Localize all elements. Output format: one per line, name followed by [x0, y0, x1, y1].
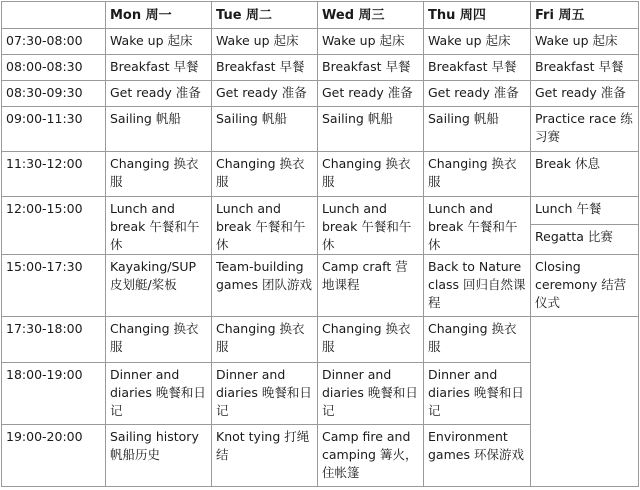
activity-cell: Camp craft 营地课程 — [318, 255, 424, 317]
activity-cell: Sailing history 帆船历史 — [106, 425, 212, 487]
day-header-tue: Tue 周二 — [212, 2, 318, 29]
activity-cell: Lunch and break 午餐和午休 — [424, 197, 531, 255]
time-cell: 08:30-09:30 — [2, 81, 106, 107]
activity-cell: Dinner and diaries 晚餐和日记 — [318, 363, 424, 425]
activity-cell: Dinner and diaries 晚餐和日记 — [212, 363, 318, 425]
activity-cell: Changing 换衣服 — [424, 152, 531, 197]
table-row — [2, 255, 639, 317]
activity-cell: Sailing 帆船 — [424, 107, 531, 152]
time-cell: 08:00-08:30 — [2, 55, 106, 81]
activity-cell: Sailing 帆船 — [106, 107, 212, 152]
activity-cell: Camp fire and camping 篝火，住帐篷 — [318, 425, 424, 487]
activity-cell: Kayaking/SUP 皮划艇/桨板 — [106, 255, 212, 317]
table-row — [2, 152, 639, 197]
day-header-wed: Wed 周三 — [318, 2, 424, 29]
activity-cell-fri-regatta: Regatta 比赛 — [531, 224, 639, 254]
activity-cell: Wake up 起床 — [106, 29, 212, 55]
activity-cell: Closing ceremony 结营仪式 — [531, 255, 639, 317]
activity-cell: Changing 换衣服 — [318, 317, 424, 363]
activity-cell: Back to Nature class 回归自然课程 — [424, 255, 531, 317]
day-header-fri: Fri 周五 — [531, 2, 639, 29]
activity-cell: Sailing 帆船 — [318, 107, 424, 152]
activity-cell: Get ready 准备 — [212, 81, 318, 107]
activity-cell: Dinner and diaries 晚餐和日记 — [424, 363, 531, 425]
table-row — [2, 29, 639, 55]
activity-cell: Changing 换衣服 — [106, 317, 212, 363]
activity-cell: Wake up 起床 — [212, 29, 318, 55]
day-header-mon: Mon 周一 — [106, 2, 212, 29]
day-header-thu: Thu 周四 — [424, 2, 531, 29]
activity-cell: Lunch and break 午餐和午休 — [212, 197, 318, 255]
activity-cell: Get ready 准备 — [531, 81, 639, 107]
activity-cell: Wake up 起床 — [318, 29, 424, 55]
activity-cell: Changing 换衣服 — [318, 152, 424, 197]
activity-cell: Environment games 环保游戏 — [424, 425, 531, 487]
activity-cell: Changing 换衣服 — [424, 317, 531, 363]
time-cell: 07:30-08:00 — [2, 29, 106, 55]
table-row — [2, 197, 639, 225]
activity-cell: Get ready 准备 — [106, 81, 212, 107]
activity-cell: Breakfast 早餐 — [212, 55, 318, 81]
time-cell: 19:00-20:00 — [2, 425, 106, 487]
activity-cell: Breakfast 早餐 — [424, 55, 531, 81]
activity-cell: Changing 换衣服 — [212, 152, 318, 197]
activity-cell: Changing 换衣服 — [212, 317, 318, 363]
activity-cell: Lunch and break 午餐和午休 — [106, 197, 212, 255]
table-row — [2, 317, 639, 363]
camp-schedule-table — [1, 1, 639, 487]
activity-cell: Lunch and break 午餐和午休 — [318, 197, 424, 255]
activity-cell: Sailing 帆船 — [212, 107, 318, 152]
activity-cell: Team-building games 团队游戏 — [212, 255, 318, 317]
time-cell: 12:00-15:00 — [2, 197, 106, 255]
activity-cell: Breakfast 早餐 — [318, 55, 424, 81]
activity-cell: Break 休息 — [531, 152, 639, 197]
activity-cell: Wake up 起床 — [424, 29, 531, 55]
empty-cell — [531, 317, 639, 487]
activity-cell: Get ready 准备 — [318, 81, 424, 107]
table-row — [2, 107, 639, 152]
header-row — [2, 2, 639, 29]
activity-cell: Practice race 练习赛 — [531, 107, 639, 152]
time-cell: 17:30-18:00 — [2, 317, 106, 363]
time-cell: 09:00-11:30 — [2, 107, 106, 152]
corner-cell — [2, 2, 106, 29]
table-row — [2, 81, 639, 107]
activity-cell: Breakfast 早餐 — [106, 55, 212, 81]
time-cell: 18:00-19:00 — [2, 363, 106, 425]
activity-cell: Wake up 起床 — [531, 29, 639, 55]
activity-cell: Get ready 准备 — [424, 81, 531, 107]
time-cell: 11:30-12:00 — [2, 152, 106, 197]
table-row — [2, 55, 639, 81]
activity-cell: Dinner and diaries 晚餐和日记 — [106, 363, 212, 425]
activity-cell: Changing 换衣服 — [106, 152, 212, 197]
activity-cell-fri-lunch: Lunch 午餐 — [531, 197, 639, 225]
time-cell: 15:00-17:30 — [2, 255, 106, 317]
activity-cell: Breakfast 早餐 — [531, 55, 639, 81]
activity-cell: Knot tying 打绳结 — [212, 425, 318, 487]
